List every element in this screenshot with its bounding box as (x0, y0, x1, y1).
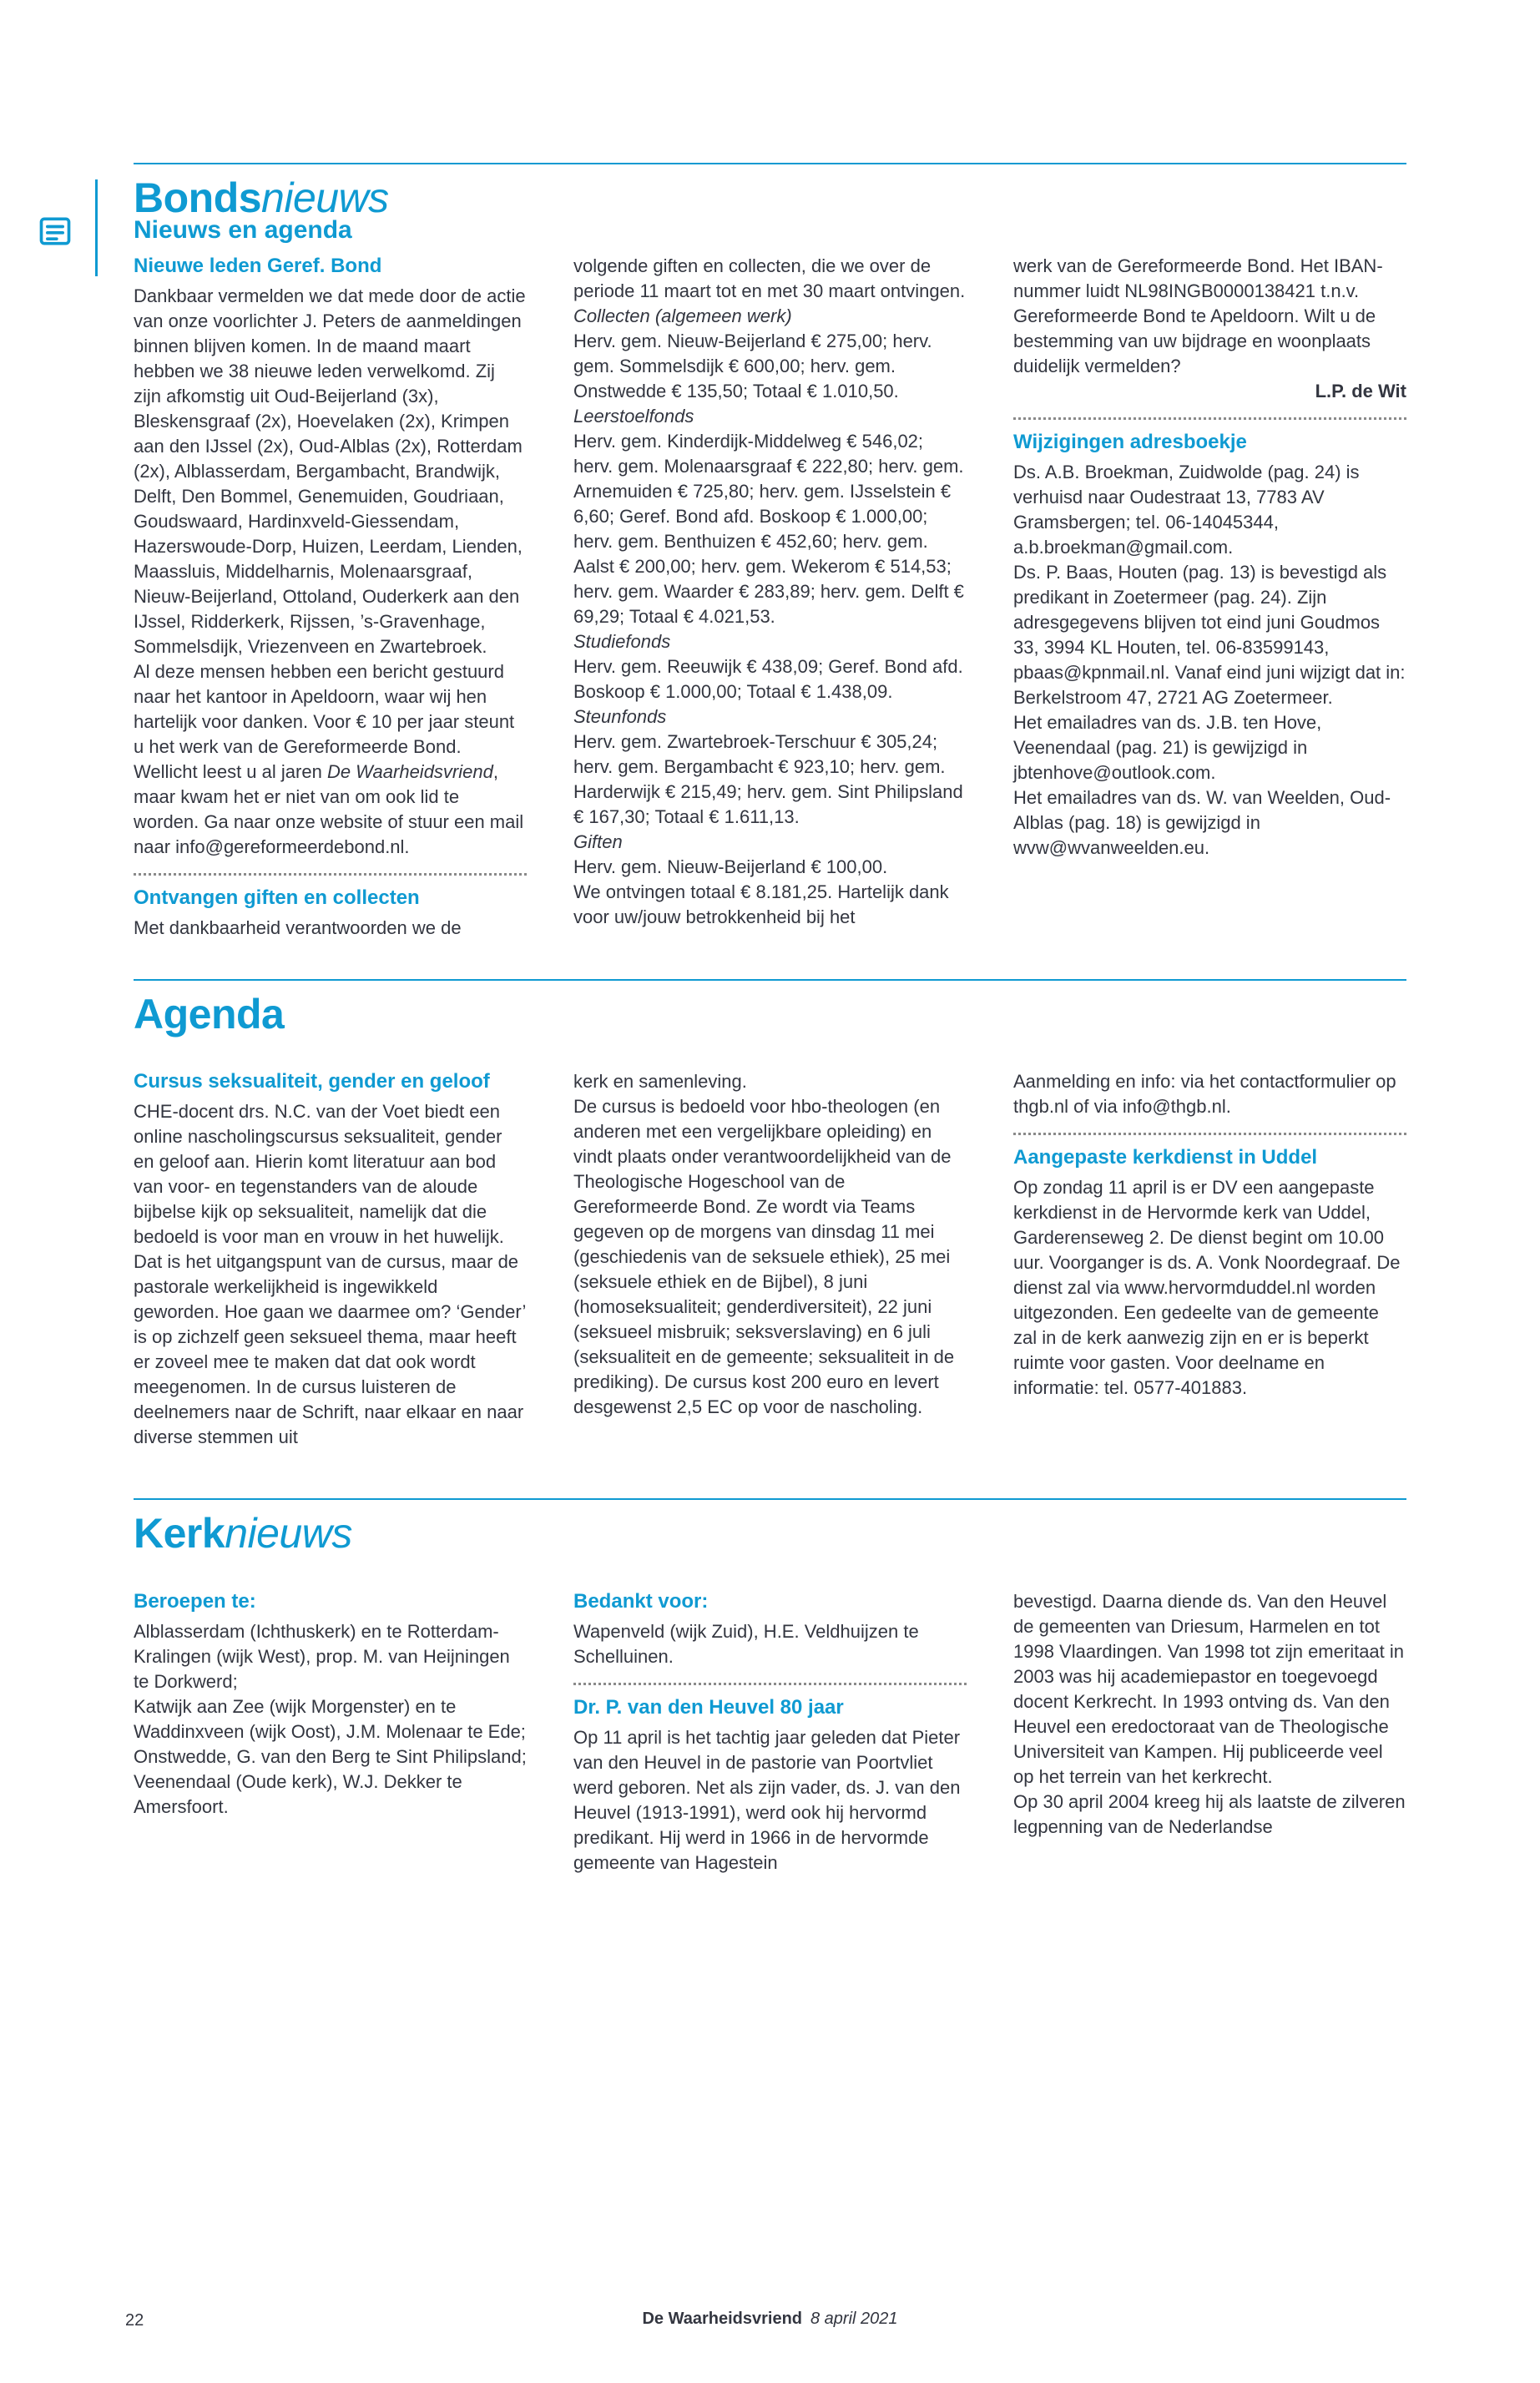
section-title-kerknieuws (134, 1512, 1406, 1556)
page-kicker: Nieuws en agenda (134, 216, 352, 244)
agenda-col-2 (573, 1069, 967, 1420)
paragraph: We ontvingen totaal € 8.181,25. Hartelijk dank voor uw/jouw betrokkenheid bij het (573, 881, 949, 927)
section-rule (134, 163, 1406, 164)
beroepen-item: Onstwedde, G. van den Berg te Sint Philipsland; (134, 1745, 527, 1767)
page-footer (0, 2310, 1540, 2329)
fund-text: Herv. gem. Kinderdijk-Middelweg € 546,02; herv. gem. Molenaarsgraaf € 222,80; herv. gem. Arnemuiden € 725,80; herv. gem. IJsselstein € 6,60; Geref. Bond afd. Boskoop € 1.000,00; herv. gem. Benthuizen € 452,60; herv. gem. Aalst € 200,00; herv. gem. Wekerom € 514,53; herv. gem. Waarder € 283,89; herv. gem. Delft € 69,29; Totaal € 4.021,53. (573, 430, 964, 627)
section-agenda (134, 979, 1406, 1451)
dotted-divider (134, 873, 527, 876)
bondsnieuws-col-3 (1013, 254, 1406, 861)
paragraph (134, 659, 527, 860)
kerknieuws-col-1 (134, 1589, 527, 1820)
section-title-agenda: Agenda (134, 990, 285, 1038)
paragraph: Het emailadres van ds. W. van Weelden, Oud-Alblas (pag. 18) is gewijzigd in wvw@wvanweelden.eu. (1013, 786, 1391, 858)
paragraph: Ds. P. Baas, Houten (pag. 13) is bevestigd als predikant in Zoetermeer (pag. 24). Zijn adresgegevens blijven tot eind juni Goudmos 33, 3994 KL Houten, tel. 06-83599143, pbaas@kpnmail.nl. Vanaf eind juni wijzigt dat in: Berkelstroom 47, 2721 AG Zoetermeer. (1013, 561, 1406, 708)
fund-text: Herv. gem. Nieuw-Beijerland € 275,00; herv. gem. Sommelsdijk € 600,00; herv. gem. Onstwedde € 135,50; Totaal € 1.010,50. (573, 330, 932, 401)
text-run-italic: De Waarheidsvriend (326, 760, 493, 782)
section-rule (134, 979, 1406, 981)
paragraph: CHE-docent drs. N.C. van der Voet biedt een online nascholingscursus seksualiteit, gender en geloof aan. Hierin komt literatuur aan bod van voor- en tegenstanders van de aloude bijbelse kijk op seksualiteit, namelijk dat die bedoeld is voor man en vrouw in het huwelijk. Dat is het uitgangspunt van de cursus, maar de pastorale werkelijkheid is ingewikkeld geworden. Hoe gaan we daarmee om? ‘Gender’ is op zichzelf geen seksueel thema, maar heeft er zoveel mee te maken dat dat ook wordt meegenomen. In de cursus luisteren de deelnemers naar de Schrift, naar elkaar en naar diverse stemmen uit (134, 1101, 526, 1447)
paragraph: Het emailadres van ds. J.B. ten Hove, Veenendaal (pag. 21) is gewijzigd in jbtenhove@outlook.com. (1013, 711, 1322, 783)
paragraph: bevestigd. Daarna diende ds. Van den Heuvel de gemeenten van Driesum, Harmelen en tot 1998 Vlaardingen. Van 1998 tot zijn emeritaat in 2003 was hij academiepastor en toegevoegd docent Kerkrecht. In 1993 ontving ds. Van den Heuvel een eredoctoraat van de Theologische Universiteit van Kampen. Hij publiceerde veel op het terrein van het kerkrecht. (1013, 1590, 1405, 1787)
paragraph: Ds. A.B. Broekman, Zuidwolde (pag. 24) is verhuisd naar Oudestraat 13, 7783 AV Gramsbergen; tel. 06-14045344, a.b.broekman@gmail.com. (1013, 461, 1360, 558)
beroepen-item: Veenendaal (Oude kerk), W.J. Dekker te Amersfoort. (134, 1770, 462, 1817)
agenda-col-1 (134, 1069, 527, 1450)
paragraph: werk van de Gereformeerde Bond. Het IBAN-nummer luidt NL98INGB0000138421 t.n.v. Gereformeerde Bond te Apeldoorn. Wilt u de bestemming van uw bijdrage en woonplaats duidelijk vermelden? (1013, 255, 1383, 376)
section-kerknieuws (134, 1498, 1406, 1876)
footer-center (0, 2310, 1540, 2329)
fund-text: Herv. gem. Nieuw-Beijerland € 100,00. (573, 856, 888, 877)
fund-label: Giften (573, 831, 623, 852)
paragraph: Op zondag 11 april is er DV een aangepaste kerkdienst in de Hervormde kerk van Uddel, Garderenseweg 2. De dienst begint om 10.00 uur. Voorganger is ds. A. Vonk Noordegraaf. De dienst zal via www.hervormduddel.nl worden uitgezonden. Een gedeelte van de gemeente zal in de kerk aanwezig zijn en er is beperkt ruimte voor gasten. Voor deelname en informatie: tel. 0577-401883. (1013, 1177, 1401, 1398)
section-title-bondsnieuws (134, 176, 1406, 220)
title-italic: nieuws (225, 1510, 352, 1557)
header-divider-line (95, 179, 98, 276)
section-rule (134, 1498, 1406, 1500)
fund-label: Leerstoelfonds (573, 405, 694, 427)
agenda-columns (134, 1069, 1406, 1450)
paragraph: Met dankbaarheid verantwoorden we de (134, 916, 462, 938)
article-heading: Cursus seksualiteit, gender en geloof (134, 1070, 490, 1093)
title-italic: nieuws (261, 174, 389, 221)
page-content (0, 163, 1540, 1876)
title-bold: Kerk (134, 1510, 225, 1557)
kerknieuws-columns (134, 1589, 1406, 1876)
fund-label: Collecten (algemeen werk) (573, 305, 792, 326)
publication-name: De Waarheidsvriend (642, 2310, 802, 2328)
paragraph: Dankbaar vermelden we dat mede door de actie van onze voorlichter J. Peters de aanmeldingen binnen blijven komen. In de maand maart hebben we 38 nieuwe leden verwelkomd. Zij zijn afkomstig uit Oud-Beijerland (3x), Bleskensgraaf (2x), Hoevelaken (2x), Krimpen aan den IJssel (2x), Oud-Alblas (2x), Rotterdam (2x), Alblasserdam, Bergambacht, Brandwijk, Delft, Den Bommel, Genemuiden, Goudriaan, Goudswaard, Hardinxveld-Giessendam, Hazerswoude-Dorp, Huizen, Leerdam, Lienden, Maassluis, Middelharnis, Molenaarsgraaf, Nieuw-Beijerland, Ottoland, Ouderkerk aan den IJssel, Ridderkerk, Rijssen, ’s-Gravenhage, Sommelsdijk, Vriezenveen en Zwartebroek. (134, 285, 526, 657)
agenda-col-3 (1013, 1069, 1406, 1401)
beroepen-item: Alblasserdam (Ichthuskerk) en te Rotterdam-Kralingen (wijk West), prop. M. van Heijningen te Dorkwerd; (134, 1620, 510, 1692)
article-heading: Beroepen te: (134, 1589, 256, 1613)
paragraph: Wapenveld (wijk Zuid), H.E. Veldhuijzen te Schelluinen. (573, 1620, 919, 1667)
article-heading: Ontvangen giften en collecten (134, 886, 420, 909)
article-heading: Aangepaste kerkdienst in Uddel (1013, 1146, 1318, 1169)
page-number: 22 (125, 2311, 144, 2330)
dotted-divider (1013, 417, 1406, 420)
kerknieuws-col-2 (573, 1589, 967, 1876)
fund-label: Studiefonds (573, 630, 671, 652)
fund-label: Steunfonds (573, 705, 667, 727)
author-signature: L.P. de Wit (1315, 380, 1406, 401)
paragraph: Aanmelding en info: via het contactformulier op thgb.nl of via info@thgb.nl. (1013, 1071, 1396, 1117)
bondsnieuws-col-1 (134, 254, 527, 941)
section-bondsnieuws (134, 163, 1406, 941)
dotted-divider (1013, 1133, 1406, 1135)
paragraph: Op 11 april is het tachtig jaar geleden dat Pieter van den Heuvel in de pastorie van Poortvliet werd geboren. Net als zijn vader, ds. J. van den Heuvel (1913-1991), werd ook hij hervormd predikant. Hij werd in 1966 in de hervormde gemeente van Hagestein (573, 1726, 961, 1873)
dotted-divider (573, 1683, 967, 1685)
fund-text: Herv. gem. Reeuwijk € 438,09; Geref. Bond afd. Boskoop € 1.000,00; Totaal € 1.438,09. (573, 655, 963, 702)
bondsnieuws-columns (134, 254, 1406, 941)
article-heading: Wijzigingen adresboekje (1013, 430, 1247, 453)
kerknieuws-col-3 (1013, 1589, 1406, 1840)
fund-text: Herv. gem. Zwartebroek-Terschuur € 305,24; herv. gem. Bergambacht € 923,10; herv. gem. Harderwijk € 215,49; herv. gem. Sint Philipsland € 167,30; Totaal € 1.611,13. (573, 730, 963, 827)
news-icon (37, 213, 73, 250)
paragraph: volgende giften en collecten, die we over de periode 11 maart tot en met 30 maart ontvingen. (573, 255, 966, 301)
article-heading: Bedankt voor: (573, 1589, 709, 1613)
article-heading: Nieuwe leden Geref. Bond (134, 254, 382, 277)
title-bold: Bonds (134, 174, 262, 221)
paragraph: De cursus is bedoeld voor hbo-theologen (en anderen met een vergelijkbare opleiding) en vindt plaats onder verantwoordelijkheid van de Theologische Hogeschool van de Gereformeerde Bond. Ze wordt via Teams gegeven op de morgens van dinsdag 11 mei (geschiedenis van de seksuele ethiek), 25 mei (seksuele ethiek en de Bijbel), 8 juni (homoseksualiteit; genderdiversiteit), 22 juni (seksueel misbruik; seksverslaving) en 6 juli (seksualiteit en de gemeente; seksualiteit in de prediking). De cursus kost 200 euro en levert desgewenst 2,5 EC op voor de nascholing. (573, 1096, 955, 1417)
beroepen-item: Katwijk aan Zee (wijk Morgenster) en te Waddinxveen (wijk Oost), J.M. Molenaar te Ede; (134, 1695, 526, 1742)
paragraph: Op 30 april 2004 kreeg hij als laatste de zilveren legpenning van de Nederlandse (1013, 1790, 1406, 1837)
text-run: Al deze mensen hebben een bericht gestuurd naar het kantoor in Apeldoorn, waar wij hen hartelijk voor danken. Voor € 10 per jaar steunt u het werk van de Gereformeerde Bond. Wellicht leest u al jaren (134, 660, 515, 782)
bondsnieuws-col-2 (573, 254, 967, 930)
issue-date: 8 april 2021 (810, 2310, 898, 2328)
paragraph: kerk en samenleving. (573, 1071, 747, 1092)
article-heading: Dr. P. van den Heuvel 80 jaar (573, 1695, 844, 1719)
text-run: , maar kwam het er niet van om ook lid te worden. Ga naar onze website of stuur een mail naar info@gereformeerdebond.nl. (134, 760, 524, 857)
